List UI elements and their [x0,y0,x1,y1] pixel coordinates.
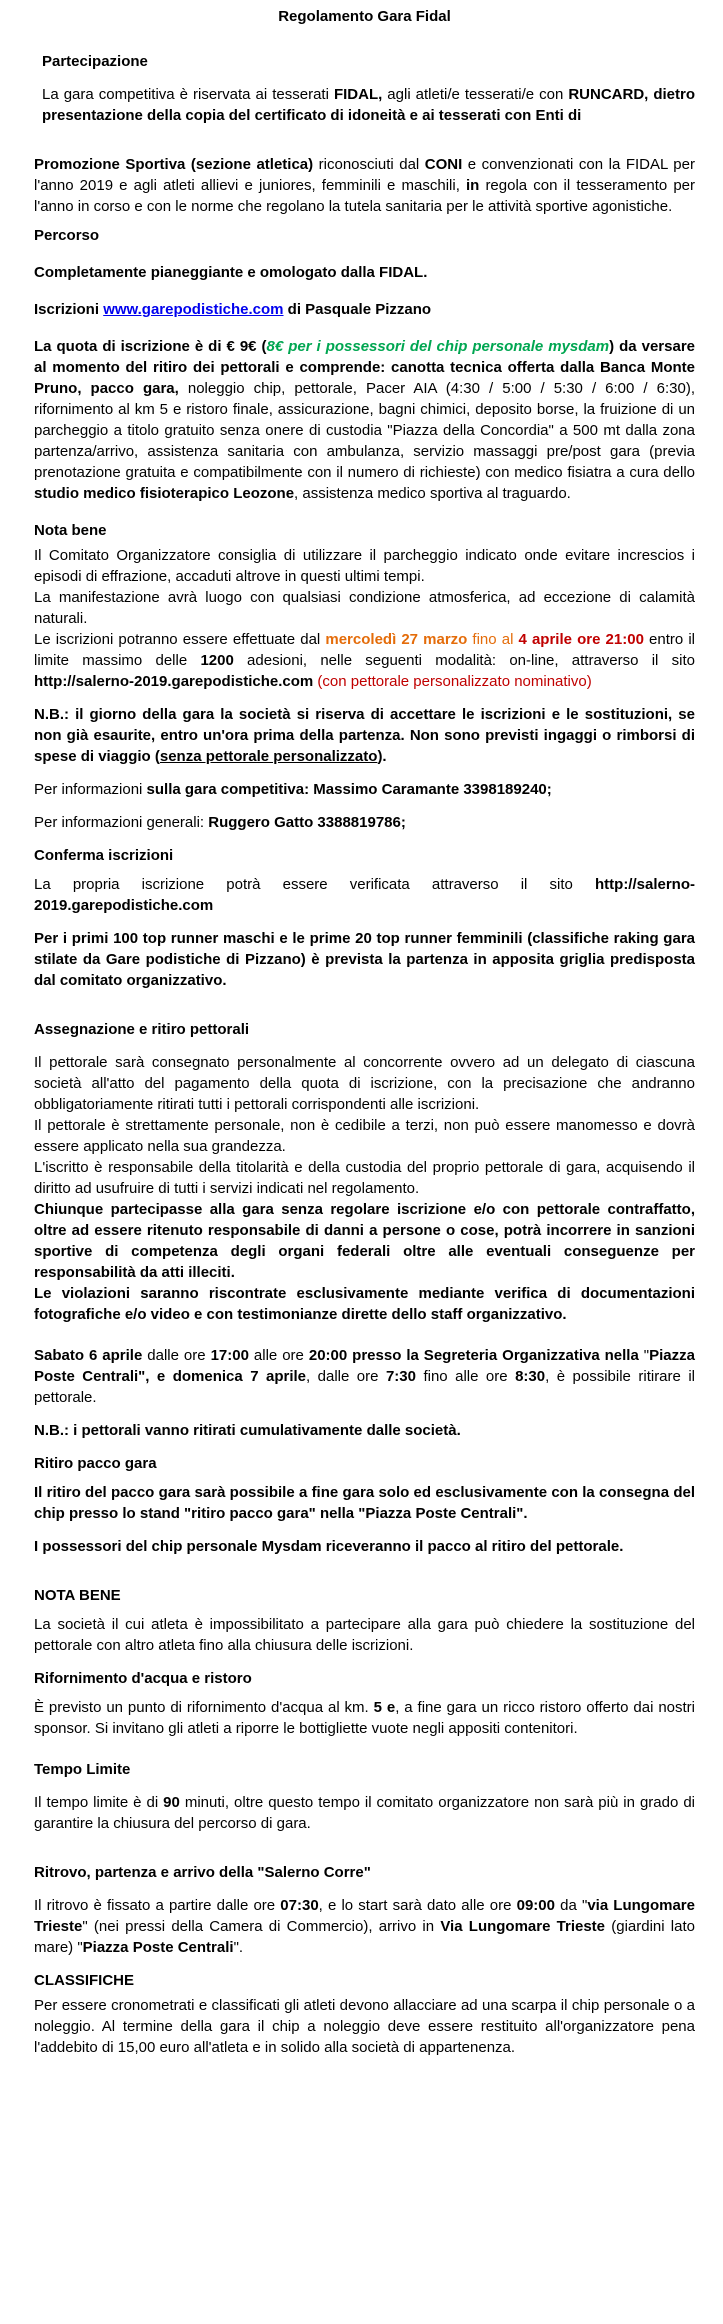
garepodistiche-link[interactable]: www.garepodistiche.com [103,301,284,318]
heading-classifiche: CLASSIFICHE [34,1972,135,1989]
heading-nota-bene-2: NOTA BENE [34,1587,121,1604]
nota-bene-paragraph-3: Le iscrizioni potranno essere effettuate dal mercoledì 27 marzo fino al 4 aprile ore 21:00 entro il limite massimo delle 1200 adesioni, nelle seguenti modalità: on-line, attraverso il sito http://salerno-2019.garepodistiche.com (con pettorale personalizzato nominativo) [34,631,695,690]
ritiro-pacco-paragraph-2: I possessori del chip personale Mysdam riceveranno il pacco al ritiro del pettorale. [34,1538,624,1555]
assegnazione-paragraph-4: Chiunque partecipasse alla gara senza regolare iscrizione e/o con pettorale contraffatto, oltre ad essere ritenuto responsabile di danni a persone o cose, potrà incorrere in sanzioni sportive di competenza degli organi federali oltre alle eventuali conseguenze per responsabilità da atti illeciti. [34,1201,695,1281]
heading-tempo-limite: Tempo Limite [34,1761,131,1778]
nota-bene-paragraph-1: Il Comitato Organizzatore consiglia di utilizzare il parcheggio indicato onde evitare increscios i episodi di effrazione, accaduti altrove in questi ultimi tempi. [34,547,695,585]
nota-bene-2-paragraph: La società il cui atleta è impossibilitato a partecipare alla gara può chiedere la sostituzione del pettorale con altro atleta fino alla chiusura delle iscrizioni. [34,1616,695,1654]
orari-ritiro-pettorale: Sabato 6 aprile dalle ore 17:00 alle ore 20:00 presso la Segreteria Organizzativa nella "Piazza Poste Centrali", e domenica 7 aprile, dalle ore 7:30 fino alle ore 8:30, è possibile ritirare il pettorale. [34,1347,695,1406]
ritiro-pacco-paragraph-1: Il ritiro del pacco gara sarà possibile a fine gara solo ed esclusivamente con la consegna del chip presso lo stand "ritiro pacco gara" nella "Piazza Poste Centrali". [34,1484,695,1522]
nb-pettorali-cumulativi: N.B.: i pettorali vanno ritirati cumulativamente dalle società. [34,1422,461,1439]
heading-percorso: Percorso [34,227,100,244]
conferma-paragraph-2: Per i primi 100 top runner maschi e le prime 20 top runner femminili (classifiche raking gara stilate da Gare podistiche di Pizzano) è prevista la partenza in apposita griglia predisposta dal comitato organizzativo. [34,930,695,989]
heading-assegnazione-pettorali: Assegnazione e ritiro pettorali [34,1021,250,1038]
iscrizioni-line: Iscrizioni www.garepodistiche.com di Pasquale Pizzano [34,301,432,318]
heading-conferma-iscrizioni: Conferma iscrizioni [34,847,174,864]
assegnazione-paragraph-2: Il pettorale è strettamente personale, non è cedibile a terzi, non può essere manomesso e dovrà essere applicato nella sua grandezza. [34,1117,695,1155]
tempo-limite-paragraph: Il tempo limite è di 90 minuti, oltre questo tempo il comitato organizzatore non sarà più in grado di garantire la chiusura del percorso di gara. [34,1794,695,1832]
heading-ritiro-pacco-gara: Ritiro pacco gara [34,1455,157,1472]
heading-nota-bene: Nota bene [34,522,107,539]
conferma-paragraph-1: La propria iscrizione potrà essere verificata attraverso il sito http://salerno-2019.garepodistiche.com [34,876,695,914]
assegnazione-paragraph-3: L'iscritto è responsabile della titolarità e della custodia del proprio pettorale di gara, acquisendo il diritto ad usufruire di tutti i servizi indicati nel regolamento. [34,1159,695,1197]
assegnazione-paragraph-5: Le violazioni saranno riscontrate esclusivamente mediante verifica di documentazioni fotografiche e/o video e con testimonianze dirette dello staff organizzativo. [34,1285,695,1323]
quota-paragraph: La quota di iscrizione è di € 9€ (8€ per i possessori del chip personale mysdam) da versare al momento del ritiro dei pettorali e comprende: canotta tecnica offerta dalla Banca Monte Pruno, pacco gara, noleggio chip, pettorale, Pacer AIA (4:30 / 5:00 / 5:30 / 6:00 / 6:30), rifornimento al km 5 e ristoro finale, assicurazione, bagni chimici, deposito borse, la fruizione di un parcheggio a titolo gratuito senza onere di custodia "Piazza della Concordia" a 500 mt dalla zona partenza/arrivo, assistenza sanitaria con ambulanza, servizio massaggi pre/post gara (previa prenotazione gratuita e compatibilmente con il numero di richieste) con medico fisiatra a cura dello studio medico fisioterapico Leozone, assistenza medico sportiva al traguardo. [34,338,696,502]
assegnazione-paragraph-1: Il pettorale sarà consegnato personalmente al concorrente ovvero ad un delegato di ciascuna società all'atto del pagamento della quota di iscrizione, con la precisazione che andranno obbligatoriamente ritirati tutti i pettorali corrispondenti alle iscrizioni. [34,1054,695,1113]
document-title: Regolamento Gara Fidal [278,8,451,25]
classifiche-paragraph: Per essere cronometrati e classificati gli atleti devono allacciare ad una scarpa il chip personale o a noleggio. Al termine della gara il chip a noleggio deve essere restituito all'organizzatore pena l'addebito di 15,00 euro all'atleta e in solido alla società di appartenenza. [34,1997,695,2056]
nota-bene-paragraph-2: La manifestazione avrà luogo con qualsiasi condizione atmosferica, ad eccezione di calamità naturali. [34,589,695,627]
info-gara-competitiva: Per informazioni sulla gara competitiva: Massimo Caramante 3398189240; [34,781,552,798]
heading-rifornimento: Rifornimento d'acqua e ristoro [34,1670,252,1687]
heading-ritrovo: Ritrovo, partenza e arrivo della "Salerno Corre" [34,1864,371,1881]
info-generali: Per informazioni generali: Ruggero Gatto 3388819786; [34,814,406,831]
percorso-text: Completamente pianeggiante e omologato dalla FIDAL. [34,264,428,281]
heading-partecipazione: Partecipazione [42,53,148,70]
ritrovo-paragraph: Il ritrovo è fissato a partire dalle ore 07:30, e lo start sarà dato alle ore 09:00 da "via Lungomare Trieste" (nei pressi della Camera di Commercio), arrivo in Via Lungomare Trieste (giardini lato mare) "Piazza Poste Centrali". [34,1897,695,1956]
partecipazione-paragraph-1: La gara competitiva è riservata ai tesserati FIDAL, agli atleti/e tesserati/e con RUNCARD, dietro presentazione della copia del certificato di idoneità e ai tesserati con Enti di [42,86,695,124]
nb-iscrizioni-gara: N.B.: il giorno della gara la società si riserva di accettare le iscrizioni e le sostituzioni, se non già esaurite, entro un'ora prima della partenza. Non sono previsti ingaggi o rimborsi di spese di viaggio (senza pettorale personalizzato). [34,706,695,765]
rifornimento-paragraph: È previsto un punto di rifornimento d'acqua al km. 5 e, a fine gara un ricco ristoro offerto dai nostri sponsor. Si invitano gli atleti a riporre le bottigliette vuote negli appositi contenitori. [34,1699,696,1737]
partecipazione-paragraph-2: Promozione Sportiva (sezione atletica) riconosciuti dal CONI e convenzionati con la FIDAL per l'anno 2019 e agli atleti allievi e juniores, femminili e maschili, in regola con il tesseramento per l'anno in corso e con le norme che regolano la tutela sanitaria per le attività sportive agonistiche. [34,156,696,215]
